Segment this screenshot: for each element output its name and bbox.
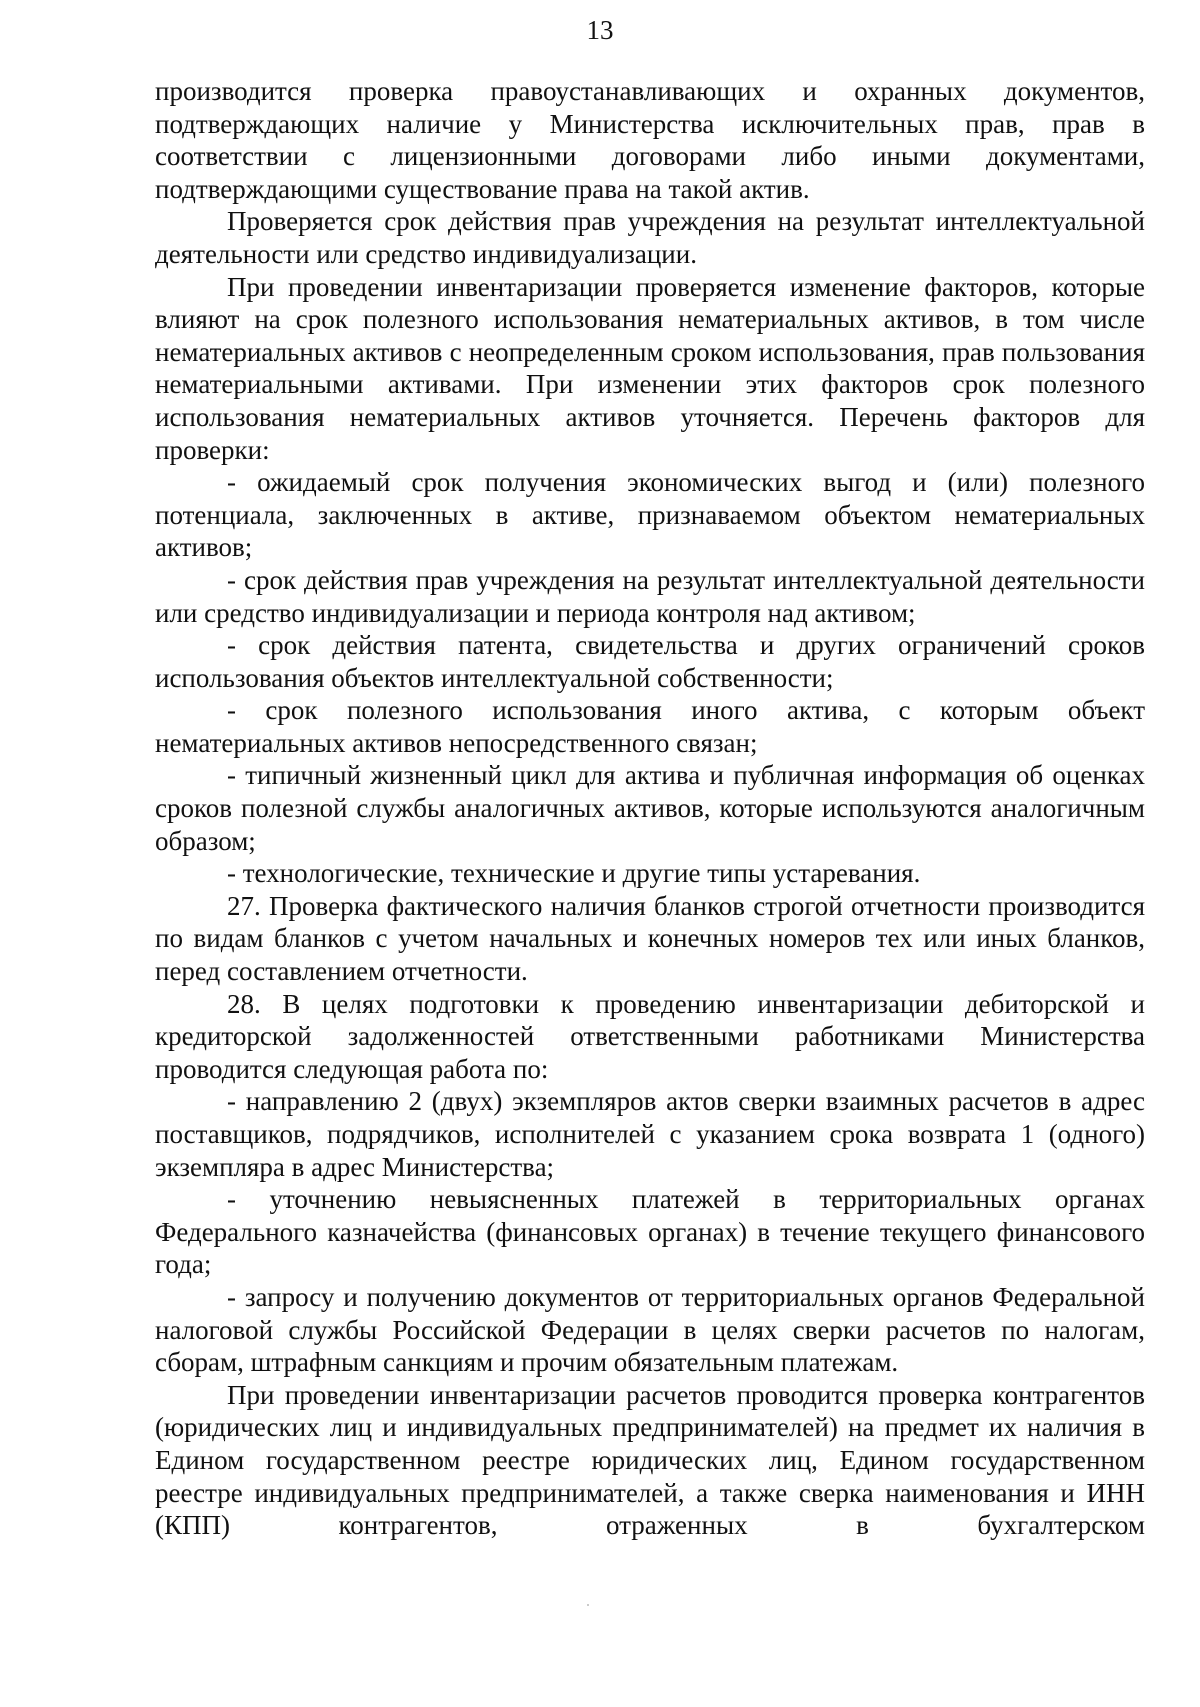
paragraph-2: Проверяется срок действия прав учреждения на результат интеллектуальной деятельности или средство индивидуализации.	[155, 206, 1145, 269]
list-item-9: - запросу и получению документов от территориальных органов Федеральной налоговой службы Российской Федерации в целях сверки расчетов по налогам, сборам, штрафным санкциям и прочим обязательным платежам.	[155, 1281, 1145, 1378]
paragraph-3: При проведении инвентаризации проверяется изменение факторов, которые влияют на срок полезного использования нематериальных активов, в том числе нематериальных активов с неопределенным сроком использования, прав пользования нематериальными активами. При изменении этих факторов срок полезного использования нематериальных активов уточняется. Перечень факторов для проверки:	[155, 271, 1145, 465]
page-number: 13	[586, 15, 614, 45]
clause-27: 27. Проверка фактического наличия бланков строгой отчетности производится по видам бланков с учетом начальных и конечных номеров тех или иных бланков, перед составлением отчетности.	[155, 890, 1145, 987]
scan-speck	[587, 1604, 589, 1606]
list-item-2: - срок действия прав учреждения на результат интеллектуальной деятельности или средство индивидуализации и периода контроля над активом;	[155, 564, 1145, 628]
list-item-5: - типичный жизненный цикл для актива и публичная информация об оценках сроков полезной службы аналогичных активов, которые используются аналогичным образом;	[155, 760, 1145, 856]
list-item-7: - направлению 2 (двух) экземпляров актов сверки взаимных расчетов в адрес поставщиков, подрядчиков, исполнителей с указанием срока возврата 1 (одного) экземпляра в адрес Министерства;	[155, 1086, 1145, 1182]
clause-28: 28. В целях подготовки к проведению инвентаризации дебиторской и кредиторской задолженностей ответственными работниками Министерства проводится следующая работа по:	[155, 988, 1145, 1084]
paragraph-1: производится проверка правоустанавливающих и охранных документов, подтверждающих наличие у Министерства исключительных прав, прав в соответствии с лицензионными договорами либо иными документами, подтверждающими существование права на такой актив.	[155, 76, 1145, 204]
list-item-3: - срок действия патента, свидетельства и других ограничений сроков использования объектов интеллектуальной собственности;	[155, 630, 1145, 693]
list-item-6: - технологические, технические и другие типы устаревания.	[227, 858, 921, 889]
list-item-1: - ожидаемый срок получения экономических выгод и (или) полезного потенциала, заключенных в активе, признаваемом объектом нематериальных активов;	[155, 467, 1145, 563]
paragraph-final: При проведении инвентаризации расчетов проводится проверка контрагентов (юридических лиц и индивидуальных предпринимателей) на предмет их наличия в Едином государственном реестре юридических лиц, Едином государственном реестре индивидуальных предпринимателей, а также сверка наименования и ИНН (КПП) контрагентов, отраженных в бухгалтерском	[155, 1379, 1145, 1541]
list-item-8: - уточнению невыясненных платежей в территориальных органах Федерального казначейства (финансовых органах) в течение текущего финансового года;	[155, 1184, 1145, 1280]
document-body	[155, 75, 1145, 1542]
list-item-4: - срок полезного использования иного актива, с которым объект нематериальных активов непосредственного связан;	[155, 695, 1145, 758]
